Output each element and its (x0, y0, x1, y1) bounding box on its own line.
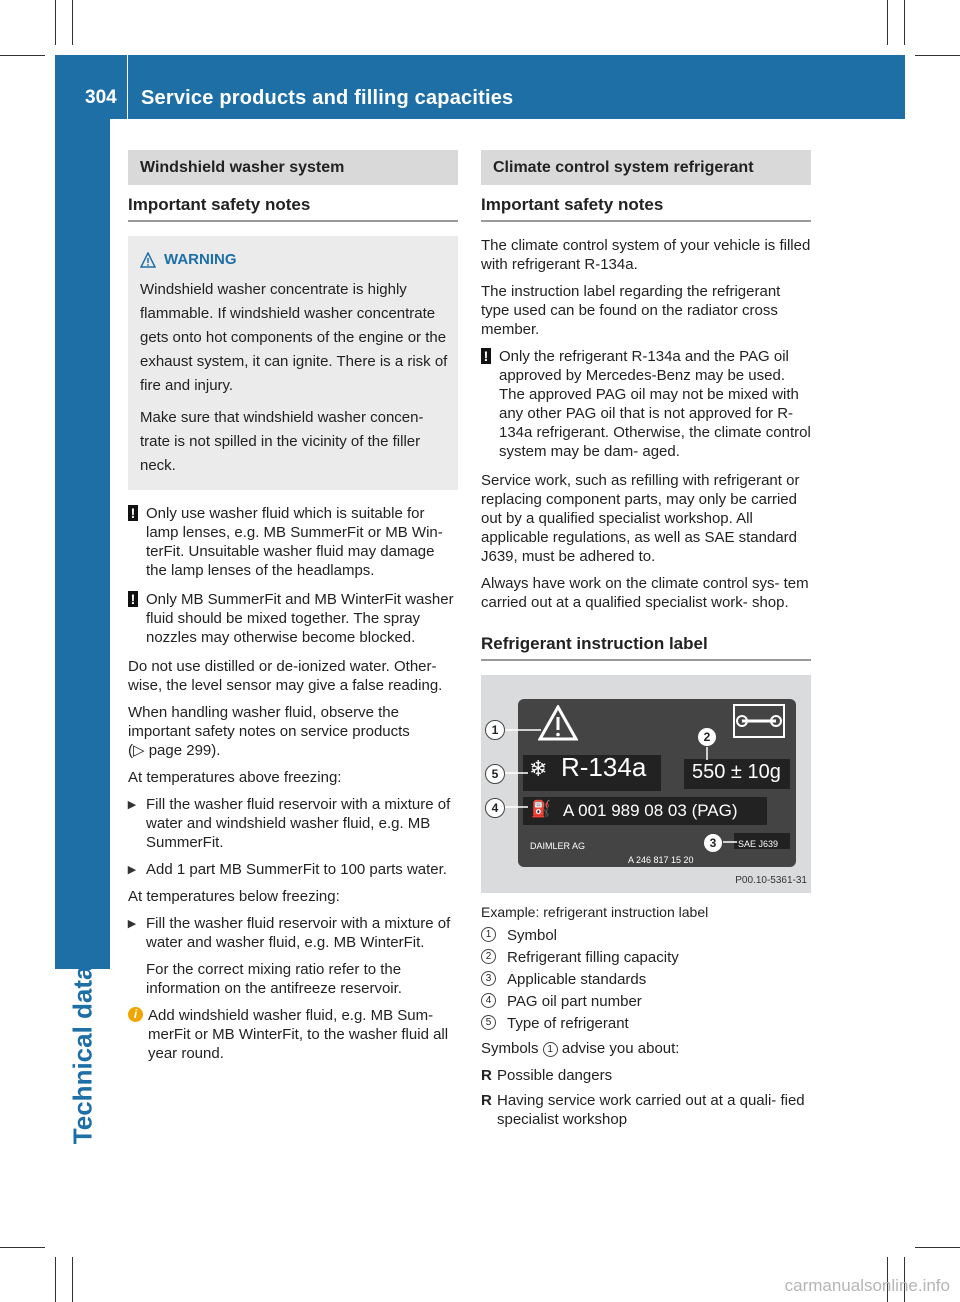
sidebar-band (55, 119, 110, 969)
header-divider (127, 55, 128, 119)
crop-mark (72, 0, 73, 45)
step-arrow-icon: ▸ (128, 915, 136, 932)
paragraph: The climate control system of your vehicle is filled with refrigerant R-134a. (481, 237, 811, 273)
step (128, 860, 458, 879)
bullet-text: Possible dangers (497, 1067, 613, 1084)
manufacturer: DAIMLER AG (530, 841, 586, 851)
info-text: Add windshield washer fluid, e.g. MB Sum- merFit or MB WinterFit, to the washer fluid all year round. (148, 1007, 449, 1062)
crop-mark (0, 55, 45, 56)
paragraph: At temperatures below freezing: (128, 888, 340, 905)
bullet-item (481, 1066, 811, 1085)
paragraph: The instruction label regarding the refrigerant type used can be found on the radiator cross member. (481, 283, 781, 338)
legend-item (481, 992, 811, 1011)
legend-text: PAG oil part number (507, 993, 642, 1010)
paragraph (481, 1039, 811, 1058)
oil-part-number: A 001 989 08 03 (PAG) (563, 801, 738, 820)
legend-text: Symbol (507, 927, 558, 944)
symbols-pre: Symbols (481, 1040, 539, 1057)
step (128, 914, 458, 952)
legend-number: 4 (481, 993, 496, 1008)
section-title: Climate control system refrigerant (481, 150, 811, 185)
page-title: Service products and filling capacities (141, 87, 514, 109)
sidebar-label: Technical data (67, 965, 98, 1145)
legend-text: Refrigerant filling capacity (507, 949, 679, 966)
inline-number: 1 (543, 1042, 558, 1057)
warning-header (140, 248, 450, 272)
step-arrow-icon: ▸ (128, 796, 136, 813)
snowflake-icon: ❄ (529, 756, 548, 781)
exclamation-icon: ! (481, 348, 491, 364)
figure-caption: Example: refrigerant instruction label (481, 904, 709, 920)
left-column (128, 150, 458, 1071)
applicable-standard: SAE J639 (738, 839, 779, 849)
paragraph-text: When handling washer fluid, observe the important safety notes on service products (128, 704, 410, 740)
legend-number: 2 (481, 949, 496, 964)
label-part-number: A 246 817 15 20 (628, 855, 694, 865)
symbols-post: advise you about: (561, 1040, 680, 1057)
refrigerant-type: R-134a (561, 752, 647, 782)
legend-item (481, 926, 811, 945)
paragraph: Always have work on the climate control sys- tem carried out at a qualified specialist work- shop. (481, 575, 809, 611)
callout-3: 3 (703, 833, 723, 853)
step-arrow-icon: ▸ (128, 861, 136, 878)
crop-mark (915, 1247, 960, 1248)
legend-number: 5 (481, 1015, 496, 1030)
paragraph: At temperatures above freezing: (128, 769, 342, 786)
caution-note (128, 590, 458, 647)
legend-item (481, 1014, 811, 1033)
info-icon: i (128, 1007, 143, 1022)
step (128, 795, 458, 852)
crop-mark (55, 1257, 56, 1302)
legend-text: Type of refrigerant (507, 1015, 629, 1032)
warning-text: Make sure that windshield washer concen- trate is not spilled in the vicinity of the filler neck. (140, 409, 424, 474)
warning-triangle-icon (140, 252, 156, 268)
paragraph: Do not use distilled or de-ionized water. Other- wise, the level sensor may give a false reading. (128, 658, 443, 694)
page-reference-link[interactable]: (▷ page 299). (128, 742, 221, 759)
bullet-text: Having service work carried out at a quali- fied specialist workshop (497, 1092, 805, 1128)
crop-mark (915, 55, 960, 56)
crop-mark (887, 0, 888, 45)
warning-box (128, 236, 458, 490)
subsection-title: Important safety notes (481, 195, 811, 222)
crop-mark (72, 1257, 73, 1302)
warning-text: Windshield washer concentrate is highly flammable. If windshield washer concentrate gets onto hot components of the engine or the exhaust system, it can ignite. There is a risk of fire and injury. (140, 281, 448, 394)
legend-item (481, 970, 811, 989)
legend-number: 1 (481, 927, 496, 942)
refrigerant-label-figure (481, 675, 811, 893)
section-title: Windshield washer system (128, 150, 458, 185)
caution-note (481, 347, 811, 461)
crop-mark (904, 0, 905, 45)
info-note (128, 1006, 458, 1063)
subsection-title: Important safety notes (128, 195, 458, 222)
page-number: 304 (85, 87, 117, 108)
page-header (55, 55, 905, 119)
callout-5: 5 (485, 764, 505, 784)
step-note: For the correct mixing ratio refer to the information on the antifreeze reservoir. (146, 961, 402, 997)
step-text: Add 1 part MB SummerFit to 100 parts water. (146, 861, 447, 878)
exclamation-icon: ! (128, 505, 138, 521)
exclamation-icon: ! (128, 591, 138, 607)
crop-mark (0, 1247, 45, 1248)
callout-lines (481, 675, 811, 893)
right-column (481, 150, 811, 1135)
oil-can-icon: ⛽ (531, 801, 551, 818)
warning-title: WARNING (164, 251, 237, 268)
figure-code: P00.10-5361-31 (735, 875, 807, 886)
filling-capacity: 550 ± 10g (692, 761, 781, 783)
paragraph: Service work, such as refilling with refrigerant or replacing component parts, may only be carried out by a qualified specialist workshop. All applicable regulations, as well as SAE standard J639, must be adhered to. (481, 472, 800, 565)
bullet-marker: R (481, 1067, 492, 1084)
legend-item (481, 948, 811, 967)
callout-1: 1 (485, 720, 505, 740)
callout-4: 4 (485, 798, 505, 818)
watermark: carmanualsonline.info (784, 1276, 950, 1295)
caution-note (128, 504, 458, 580)
sidebar-section-tab (62, 965, 102, 1230)
step-text: Fill the washer fluid reservoir with a mixture of water and windshield washer fluid, e.g. MB SummerFit. (146, 796, 451, 851)
callout-2: 2 (697, 727, 717, 747)
legend-list (481, 926, 811, 1033)
bullet-marker: R (481, 1092, 492, 1109)
paragraph (128, 703, 458, 760)
bullet-item (481, 1091, 811, 1129)
crop-mark (55, 0, 56, 45)
legend-text: Applicable standards (507, 971, 647, 988)
note-text: Only the refrigerant R-134a and the PAG oil approved by Mercedes-Benz may be used. The approved PAG oil may not be mixed with any other PAG oil that is not approved for R-134a refrigerant. Otherwise, the climate control system may be dam- aged. (499, 348, 811, 460)
note-text: Only use washer fluid which is suitable for lamp lenses, e.g. MB SummerFit or MB Win- terFit. Unsuitable washer fluid may damage the lamp lenses of the headlamps. (146, 505, 443, 579)
legend-number: 3 (481, 971, 496, 986)
note-text: Only MB SummerFit and MB WinterFit washer fluid should be mixed together. The spray nozzles may otherwise become blocked. (146, 591, 454, 646)
step-text: Fill the washer fluid reservoir with a mixture of water and washer fluid, e.g. MB WinterFit. (146, 915, 451, 951)
subsection-title: Refrigerant instruction label (481, 634, 811, 661)
